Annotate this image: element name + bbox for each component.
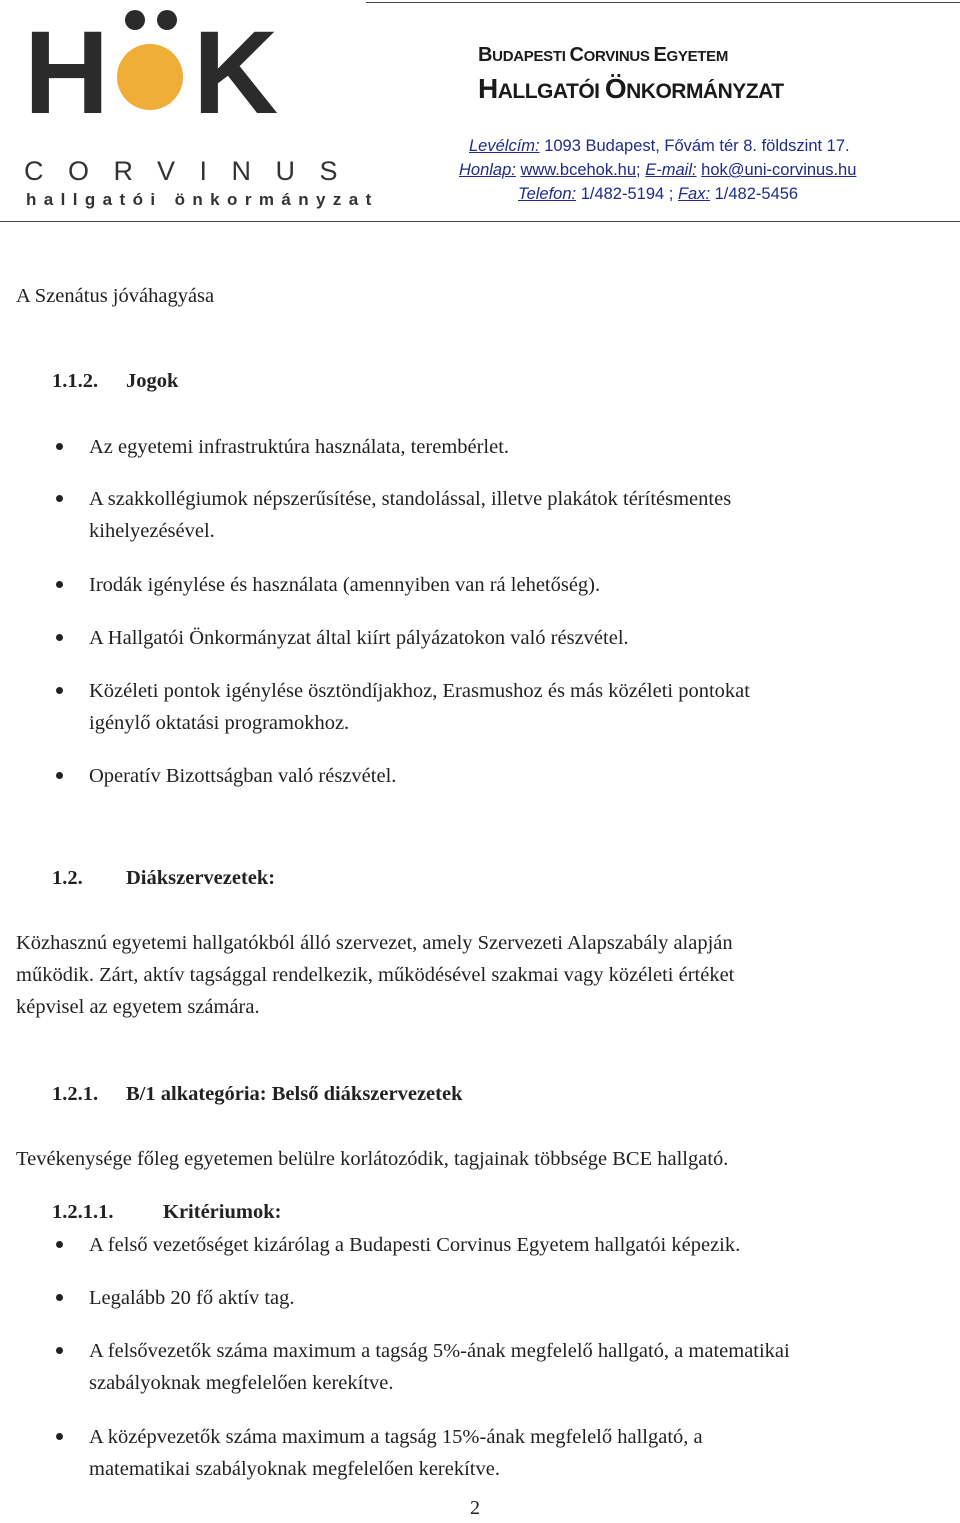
self-government-name: HALLGATÓI ÖNKORMÁNYZAT	[478, 73, 784, 104]
bullet-icon	[56, 1294, 63, 1301]
section-title: Jogok	[126, 370, 179, 392]
list-item: Legalább 20 fő aktív tag.	[89, 1287, 295, 1309]
bullet-icon	[56, 495, 63, 502]
list-item: A középvezetők száma maximum a tagság 15%-ának megfelelő hallgató, a	[89, 1426, 703, 1448]
page-number: 2	[470, 1497, 480, 1519]
bullet-icon	[56, 687, 63, 694]
paragraph-line: képvisel az egyetem számára.	[16, 996, 260, 1018]
list-item-continuation: igénylő oktatási programokhoz.	[89, 712, 350, 734]
section-number: 1.2.1.	[52, 1083, 99, 1105]
list-item: A felső vezetőséget kizárólag a Budapesti Corvinus Egyetem hallgatói képezik.	[89, 1234, 741, 1256]
senate-approval-text: A Szenátus jóváhagyása	[16, 285, 215, 307]
paragraph-line: Tevékenysége főleg egyetemen belülre korlátozódik, tagjainak többsége BCE hallgató.	[16, 1148, 729, 1170]
section-number: 1.2.1.1.	[52, 1201, 114, 1223]
section-number: 1.2.	[52, 867, 83, 889]
list-item-continuation: kihelyezésével.	[89, 520, 215, 542]
list-item: A felsővezetők száma maximum a tagság 5%-ának megfelelő hallgató, a matematikai	[89, 1340, 790, 1362]
letterhead	[0, 0, 960, 224]
bullet-icon	[56, 581, 63, 588]
email-link[interactable]: hok@uni-corvinus.hu	[701, 161, 857, 179]
bullet-icon	[56, 443, 63, 450]
list-item: Operatív Bizottságban való részvétel.	[89, 765, 397, 787]
list-item: Az egyetemi infrastruktúra használata, terembérlet.	[89, 436, 510, 458]
list-item: Közéleti pontok igénylése ösztöndíjakhoz, Erasmushoz és más közéleti pontokat	[89, 680, 750, 702]
paragraph-line: Közhasznú egyetemi hallgatókból álló szervezet, amely Szervezeti Alapszabály alapján	[16, 932, 733, 954]
bullet-icon	[56, 1241, 63, 1248]
contact-address: Levélcím: 1093 Budapest, Fővám tér 8. földszint 17.	[469, 137, 850, 155]
bullet-icon	[56, 772, 63, 779]
website-link[interactable]: www.bcehok.hu	[520, 161, 637, 179]
list-item-continuation: matematikai szabályoknak megfelelően kerekítve.	[89, 1458, 500, 1480]
paragraph-line: működik. Zárt, aktív tagsággal rendelkezik, működésével szakmai vagy közéleti értéket	[16, 964, 735, 986]
top-rule	[366, 2, 960, 3]
list-item: A szakkollégiumok népszerűsítése, standolással, illetve plakátok térítésmentes	[89, 488, 732, 510]
section-number: 1.1.2.	[52, 370, 99, 392]
hok-corvinus-logo	[24, 7, 379, 214]
organization-name	[478, 44, 784, 105]
bullet-icon	[56, 634, 63, 641]
list-item: Irodák igénylése és használata (amennyiben van rá lehetőség).	[89, 574, 601, 596]
contact-phone-fax: Telefon: 1/482-5194 ; Fax: 1/482-5456	[518, 185, 799, 203]
list-item-continuation: szabályoknak megfelelően kerekítve.	[89, 1372, 394, 1394]
section-title: B/1 alkategória: Belső diákszervezetek	[126, 1083, 463, 1105]
logo-corvinus: CORVINUS	[24, 156, 363, 186]
header-divider	[0, 221, 960, 222]
logo-o-ring	[117, 44, 183, 110]
logo-tagline: hallgatói önkormányzat	[26, 190, 379, 209]
logo-word: H K	[24, 7, 275, 139]
bullet-icon	[56, 1433, 63, 1440]
contact-web-email: Honlap: www.bcehok.hu; E-mail: hok@uni-corvinus.hu	[459, 161, 857, 179]
university-name: BUDAPESTI CORVINUS EGYETEM	[478, 44, 729, 66]
section-title: Diákszervezetek:	[126, 867, 276, 889]
section-title: Kritériumok:	[163, 1201, 282, 1223]
list-item: A Hallgatói Önkormányzat által kiírt pályázatokon való részvétel.	[89, 627, 629, 649]
bullet-icon	[56, 1347, 63, 1354]
